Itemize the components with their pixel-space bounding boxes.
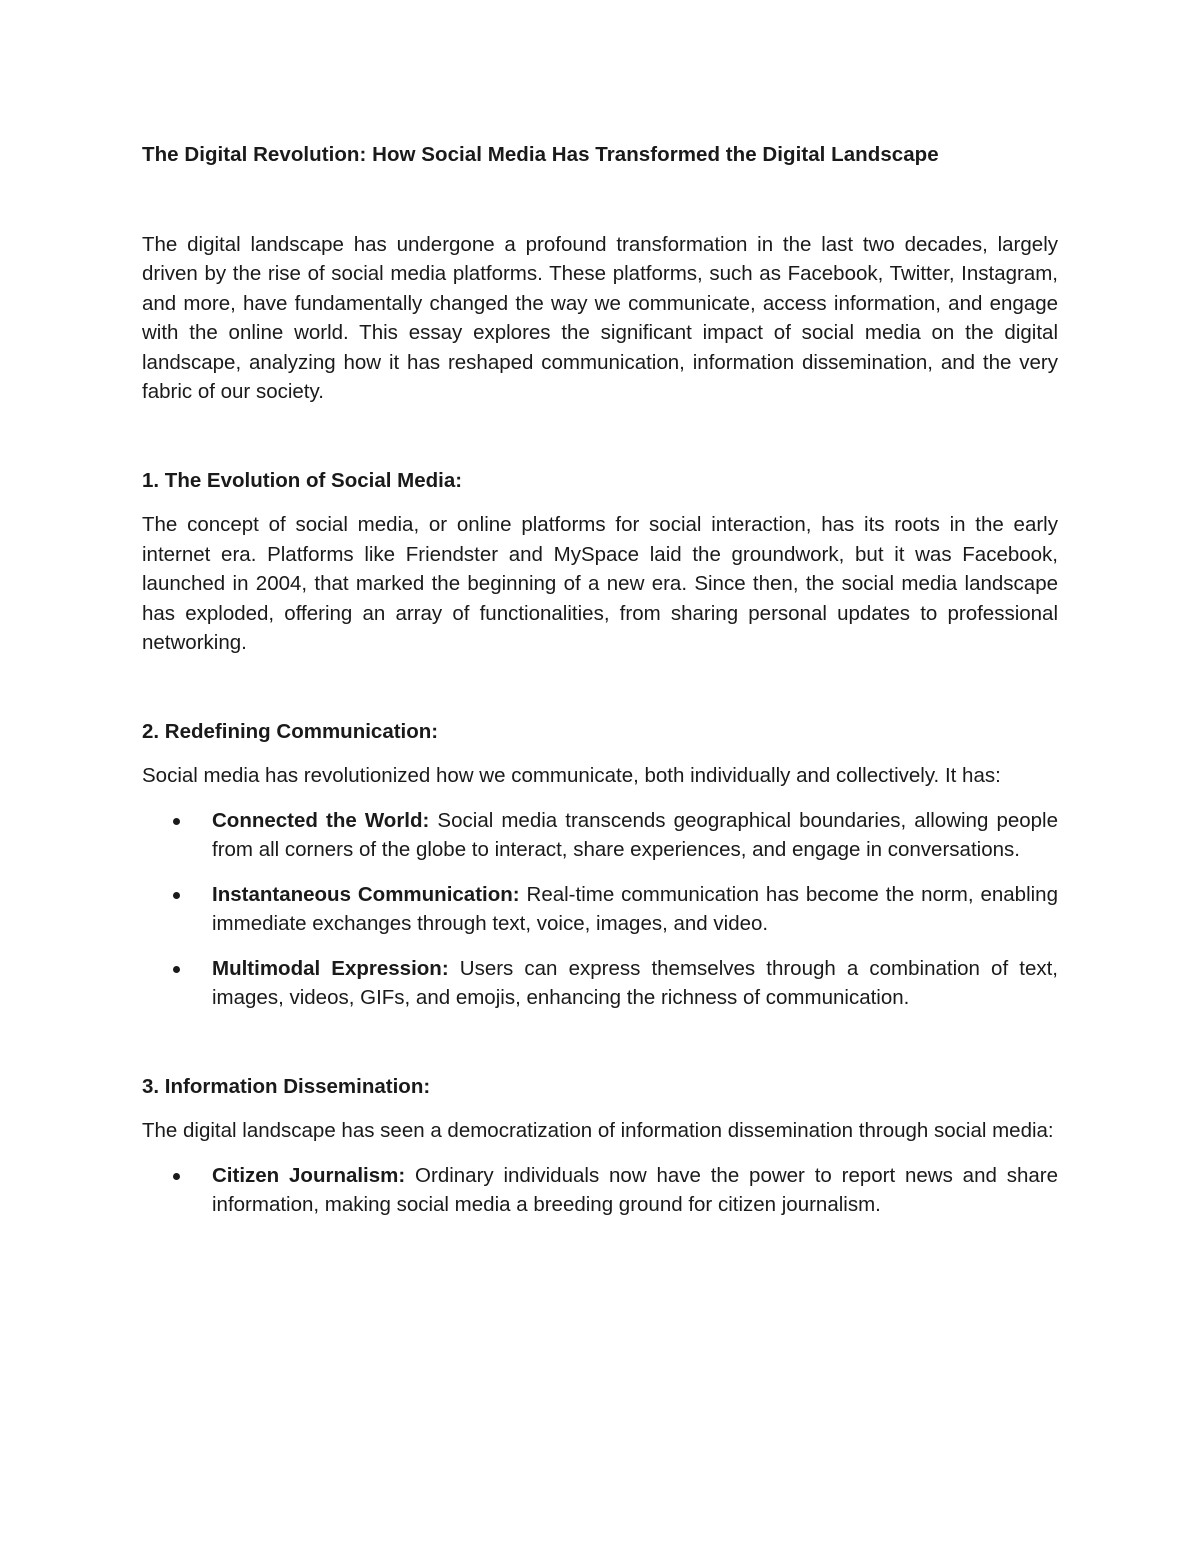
bullet-icon (173, 892, 180, 899)
list-item (142, 954, 1058, 1013)
list-item (142, 806, 1058, 865)
section-information (142, 1072, 1058, 1219)
intro-paragraph: The digital landscape has undergone a profound transformation in the last two decades, largely driven by the rise of social media platforms. These platforms, such as Facebook, Twitter, Instagram, and more, have fundamentally changed the way we communicate, access information, and engage with the online world. This essay explores the significant impact of social media on the digital landscape, analyzing how it has reshaped communication, information dissemination, and the very fabric of our society. (142, 233, 1058, 404)
section-communication (142, 717, 1058, 1012)
section-heading: 1. The Evolution of Social Media: (142, 469, 463, 493)
bullet-icon (173, 818, 180, 825)
bullet-icon (173, 1173, 180, 1180)
document-page (142, 140, 1058, 1280)
bullet-list (142, 806, 1058, 1012)
bullet-term: Connected the World: (212, 808, 430, 832)
bullet-term: Citizen Journalism: (212, 1163, 406, 1187)
bullet-text: Social media transcends geographical boundaries, allowing people from all corners of the globe to interact, share experiences, and engage in conversations. (212, 808, 1058, 862)
bullet-icon (173, 966, 180, 973)
bullet-text: Ordinary individuals now have the power to report news and share information, making social media a breeding ground for citizen journalism. (212, 1163, 1058, 1217)
section-evolution (142, 466, 1058, 657)
bullet-text: Real-time communication has become the norm, enabling immediate exchanges through text, voice, images, and video. (212, 882, 1058, 936)
list-item (142, 1161, 1058, 1220)
bullet-term: Instantaneous Communication: (212, 882, 520, 906)
section-paragraph: Social media has revolutionized how we communicate, both individually and collectively. It has: (142, 764, 1001, 788)
document-title: The Digital Revolution: How Social Media Has Transformed the Digital Landscape (142, 143, 939, 166)
section-heading: 2. Redefining Communication: (142, 720, 439, 744)
section-heading: 3. Information Dissemination: (142, 1075, 431, 1099)
bullet-text: Users can express themselves through a combination of text, images, videos, GIFs, and emojis, enhancing the richness of communication. (212, 956, 1059, 1009)
section-paragraph: The concept of social media, or online platforms for social interaction, has its roots in the early internet era. Platforms like Friendster and MySpace laid the groundwork, but it was Facebook, launched in 2004, that marked the beginning of a new era. Since then, the social media landscape has exploded, offering an array of functionalities, from sharing personal updates to professional networking. (142, 513, 1058, 655)
bullet-list (142, 1161, 1058, 1220)
list-item (142, 880, 1058, 939)
bullet-term: Multimodal Expression: (212, 956, 449, 980)
section-paragraph: The digital landscape has seen a democratization of information dissemination through social media: (142, 1119, 1054, 1143)
